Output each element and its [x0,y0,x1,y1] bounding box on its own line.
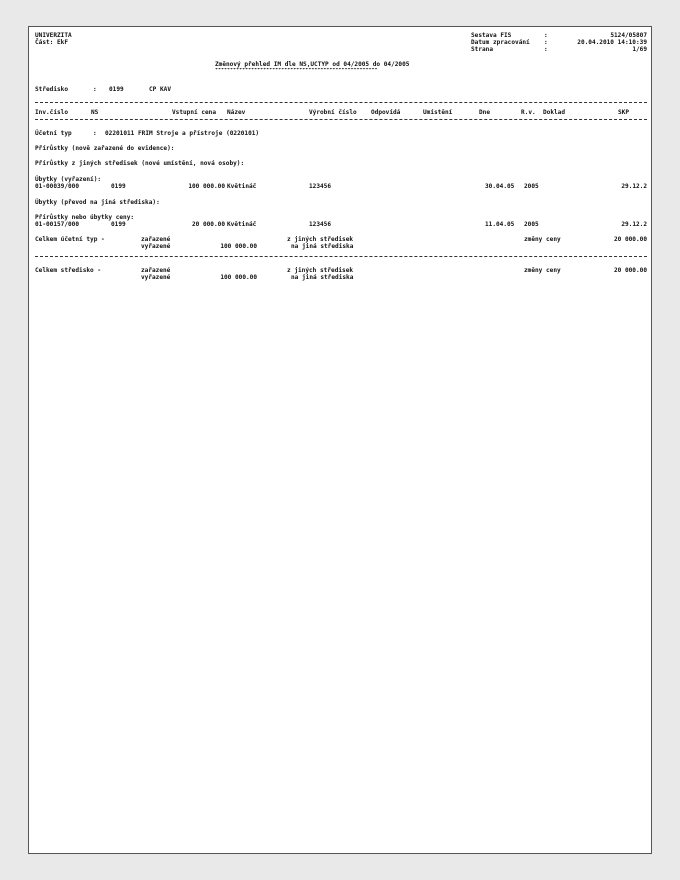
report-title: Změnový přehled IM dle NS,UCTYP od 04/2005 do 04/2005 [215,61,410,68]
totals-center-from-other: z jiných středisek [287,267,354,274]
account-value: 02201011 FRIM Stroje a přístroje (0220101) [105,130,260,137]
account-colon: : [93,130,97,137]
col-skp: SKP [618,109,630,116]
totals-center-changes-label: změny ceny [524,267,561,274]
section-additions-new: Přírůstky (nově zařazené do evidence): [35,145,175,152]
col-serial: Výrobní číslo [309,109,357,116]
row-skp: 29.12.2 [621,183,647,190]
row-date: 30.04.05 [485,183,515,190]
center-colon: : [93,86,97,93]
col-location: Umístění [423,109,453,116]
totals-account-retired-value: 100 000.00 [220,243,257,250]
row-date: 11.04.05 [485,221,515,228]
report-colon: : [544,32,548,39]
report-id: 5124/05807 [610,32,647,39]
processed-label: Datum zpracování [471,39,530,46]
col-day: Dne [479,109,491,116]
section-additions-other: Přírůstky z jiných středisek (nové umístění, nová osoby): [35,160,245,167]
row-year: 2005 [524,221,539,228]
org-name: UNIVERZITA [35,32,72,39]
page-value: 1/69 [632,46,647,53]
col-ns: NS [91,109,99,116]
totals-center-to-other: na jiná střediska [291,274,354,281]
col-price: Vstupní cena [172,109,217,116]
title-underline-stars: ****************************************************** [215,68,378,73]
row-name: Květináč [227,183,257,190]
totals-account-from-other: z jiných středisek [287,236,354,243]
section-transfers: Úbytky (převod na jiná střediska): [35,199,160,206]
account-label: Účetní typ [35,130,72,137]
col-name: Název [227,109,246,116]
totals-account-changes-value: 20 000.00 [613,236,647,243]
row-serial: 123456 [309,221,332,228]
row-ns: 0199 [111,221,126,228]
row-skp: 29.12.2 [621,221,647,228]
col-inv: Inv.číslo [35,109,69,116]
row-name: Květináč [227,221,257,228]
center-label: Středisko [35,86,69,93]
page-colon: : [544,46,548,53]
row-price: 20 000.00 [191,221,225,228]
totals-rule [35,256,647,257]
center-code: 0199 [109,86,124,93]
row-ns: 0199 [111,183,126,190]
org-part: Část: EkF [35,39,69,46]
row-year: 2005 [524,183,539,190]
totals-center-included: zařazené [141,267,171,274]
center-name: CP KAV [149,86,172,93]
totals-center-label: Celkem středisko - [35,267,102,274]
header-rule-top [35,102,647,103]
header-rule-bottom [35,119,647,120]
totals-center-changes-value: 20 000.00 [613,267,647,274]
page-label: Strana [471,46,494,53]
row-price: 100 000.00 [188,183,225,190]
totals-account-retired: vyřazené [141,243,171,250]
section-disposals: Úbytky (vyřazení): [35,176,102,183]
totals-center-retired: vyřazené [141,274,171,281]
report-page [28,26,652,854]
processed-colon: : [544,39,548,46]
row-inv: 01-00157/000 [35,221,80,228]
totals-account-included: zařazené [141,236,171,243]
report-label: Sestava FIS [471,32,512,39]
col-doc: Doklad [543,109,566,116]
totals-center-retired-value: 100 000.00 [220,274,257,281]
col-year: R.v. [521,109,536,116]
totals-account-label: Celkem účetní typ - [35,236,105,243]
totals-account-changes-label: změny ceny [524,236,561,243]
col-resp: Odpovídá [371,109,401,116]
processed-value: 20.04.2010 14:10:39 [577,39,647,46]
row-serial: 123456 [309,183,332,190]
totals-account-to-other: na jiná střediska [291,243,354,250]
section-price-changes: Přírůstky nebo úbytky ceny: [35,214,135,221]
row-inv: 01-00039/000 [35,183,80,190]
